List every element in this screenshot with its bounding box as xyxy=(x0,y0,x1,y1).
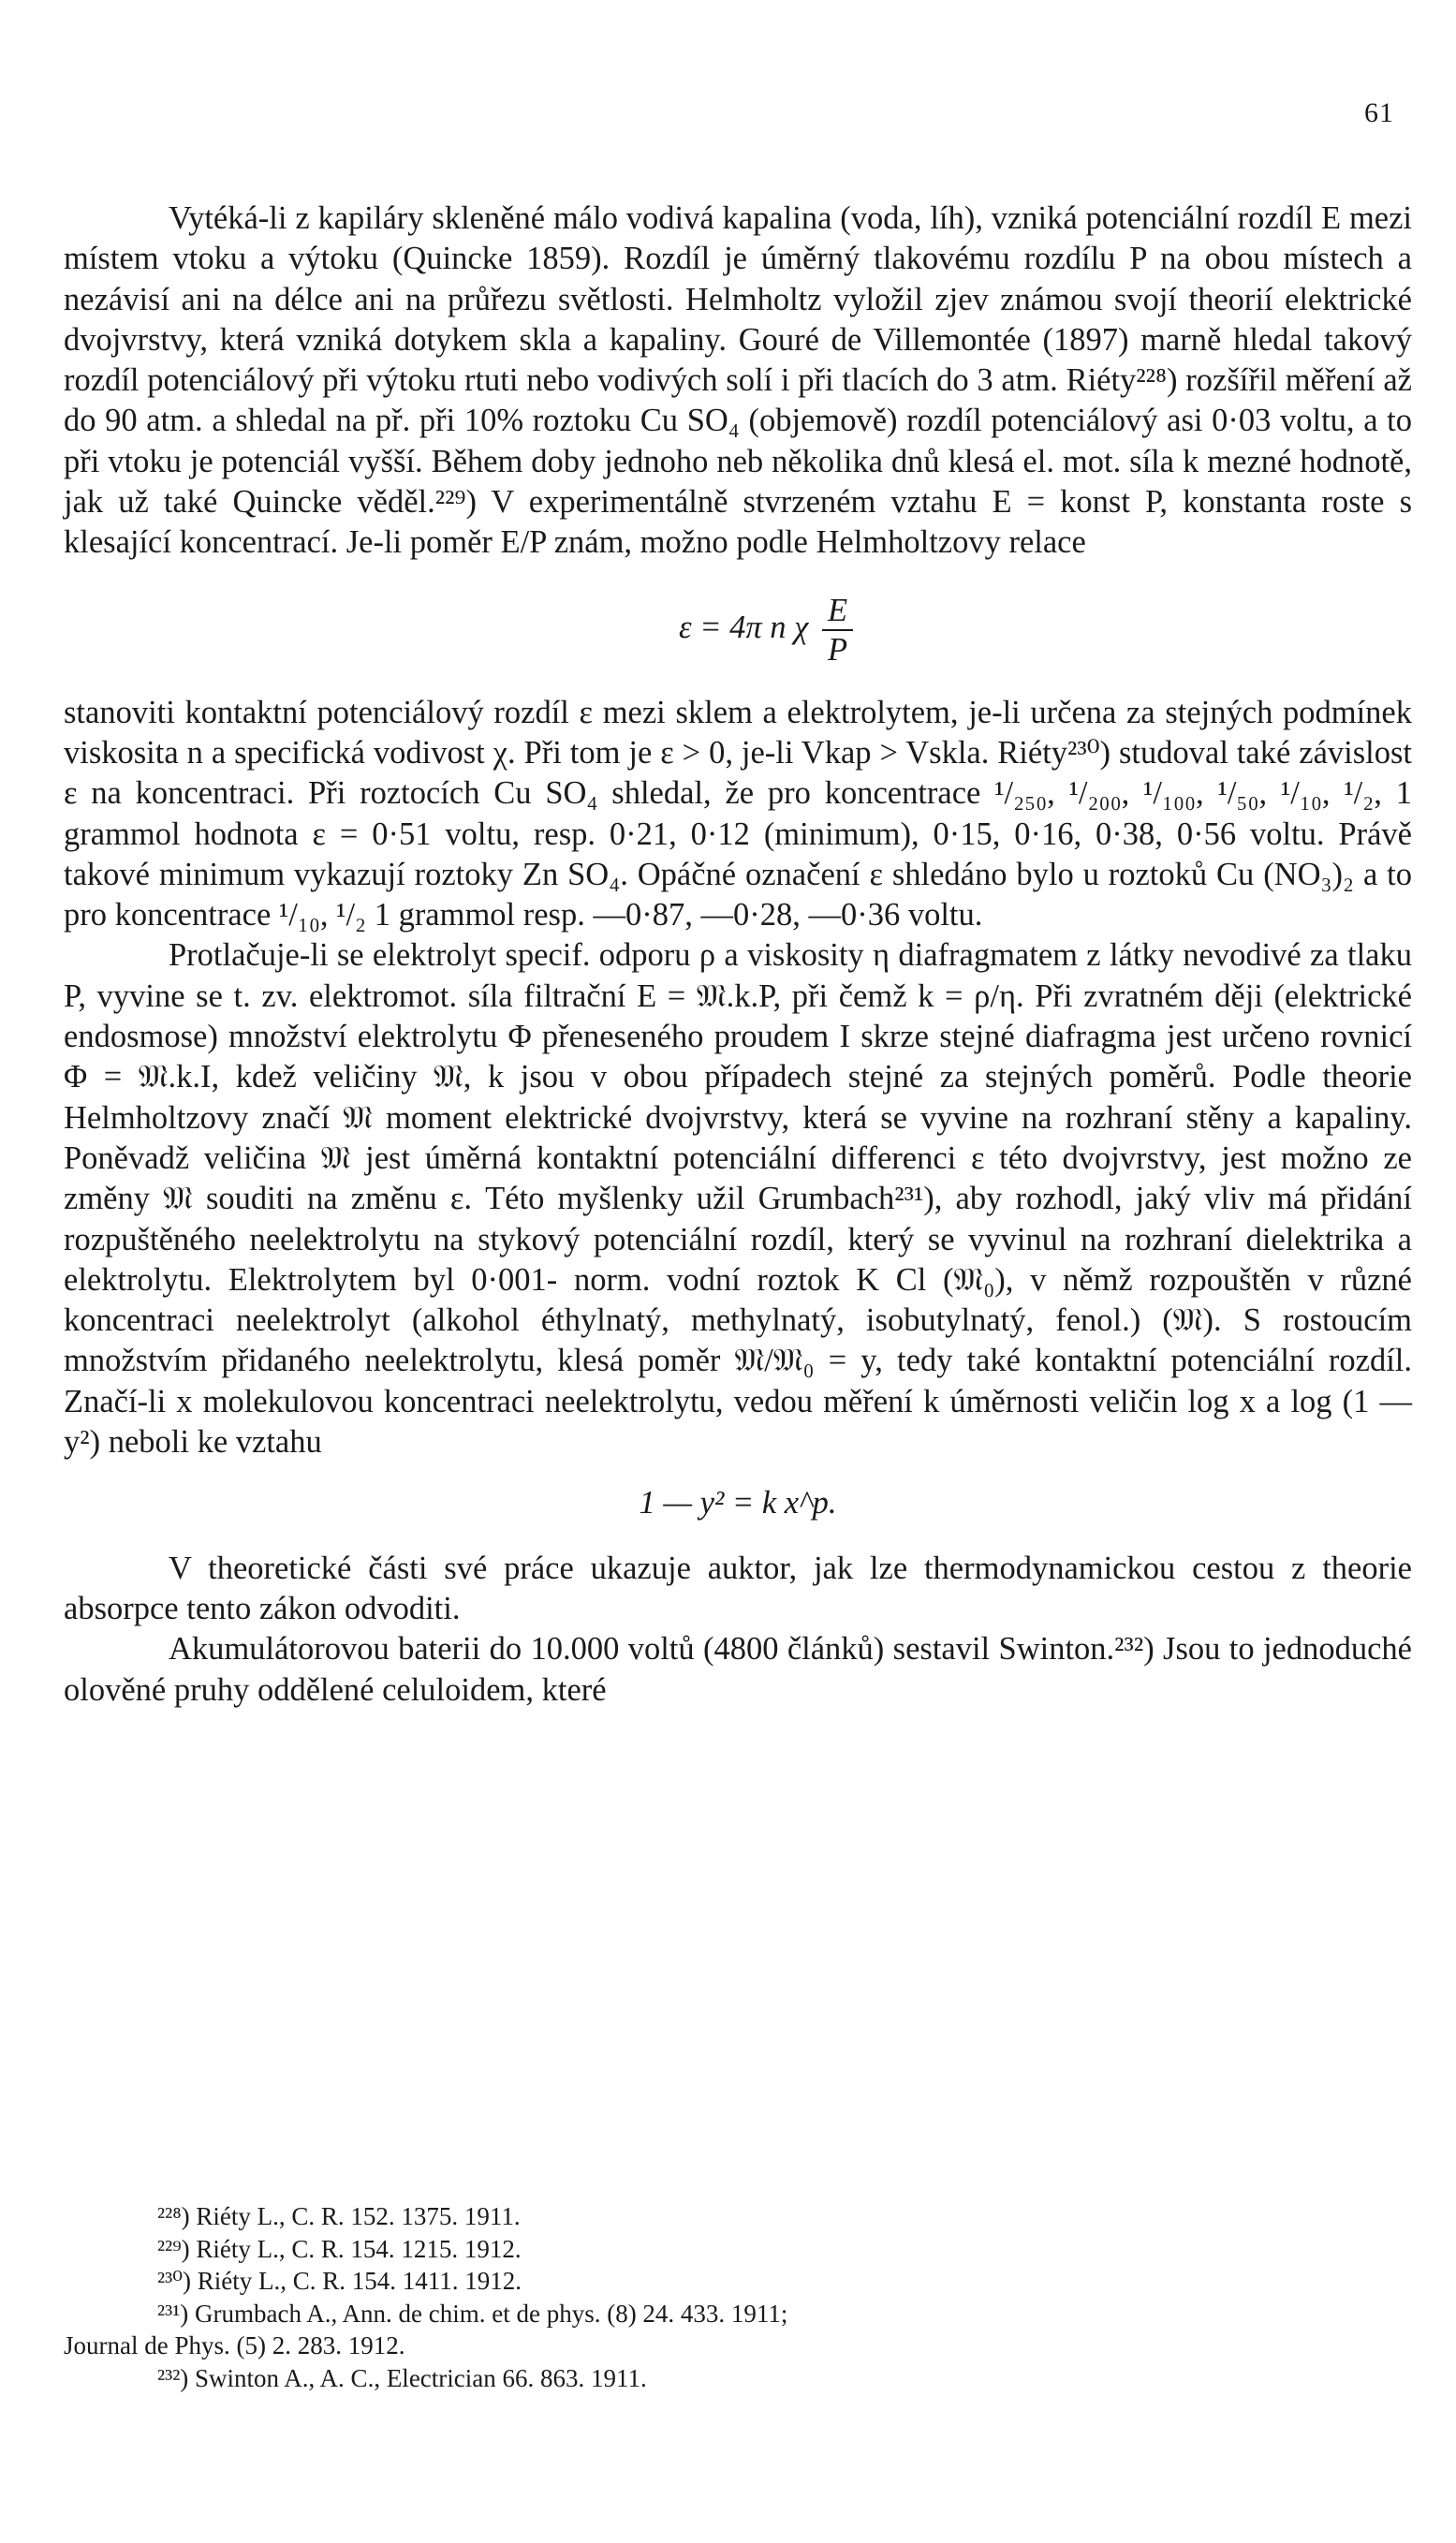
grumbach-formula: 1 — y² = k x^p. xyxy=(639,1485,837,1521)
footnote-232: ²³²) Swinton A., A. C., Electrician 66. 863. 1911. xyxy=(157,2363,647,2392)
paragraph-3: Protlačuje-li se elektrolyt specif. odporu ρ a viskosity η diafragmatem z látky nevodivé za tlaku P, vyvine se t. zv. elektromot. síla filtrační E = 𝔐.k.P, při čemž k = ρ/η. Při zvratném ději (elektrické endosmose) množství elektrolytu Φ přeneseného proudem I skrze stejné diafragma jest určeno rovnicí Φ = 𝔐.k.I, kdež veličiny 𝔐, k jsou v obou případech stejné za stejných poměrů. Podle theorie Helmholtzovy značí 𝔐 moment elektrické dvojvrstvy, která se vyvine na rozhraní stěny a kapaliny. Poněvadž veličina 𝔐 jest úměrná kontaktní potenciální differenci ε této dvojvrstvy, jest možno ze změny 𝔐 souditi na změnu ε. Této myšlenky užil Grumbach²³¹), aby rozhodl, jaký vliv má přidání rozpuštěného neelektrolytu na stykový potenciální rozdíl, který se vyvinul na rozhraní dielektrika a elektrolytu. Elektrolytem byl 0·001- norm. vodní roztok K Cl (𝔐₀), v němž rozpouštěn v různé koncentraci neelektrolyt (alkohol éthylnatý, methylnatý, isobutylnatý, fenol.) (𝔐). S rostoucím množstvím přidaného neelektrolytu, klesá poměr 𝔐/𝔐₀ = y, tedy také kontaktní potenciální rozdíl. Značí-li x molekulovou koncentraci neelektrolytu, vedou měření k úměrnosti veličin log x a log (1 — y²) neboli ke vztahu xyxy=(64,937,1412,1461)
formula-numerator: E xyxy=(822,592,853,631)
paragraph-5: Akumulátorovou baterii do 10.000 voltů (4800 článků) sestavil Swinton.²³²) Jsou to jednoduché olověné pruhy oddělené celuloidem, které xyxy=(64,1631,1412,1708)
formula-lhs: ε = 4π n χ xyxy=(678,609,809,645)
formula-fraction xyxy=(822,592,853,669)
paragraph-1: Vytéká-li z kapiláry skleněné málo vodivá kapalina (voda, líh), vzniká potenciální rozdíl E mezi místem vtoku a výtoku (Quincke 1859). Rozdíl je úměrný tlakovému rozdílu P na obou místech a nezávisí ani na délce ani na průřezu světlosti. Helmholtz vyložil zjev známou svojí theorií elektrické dvojvrstvy, která vzniká dotykem skla a kapaliny. Gouré de Villemontée (1897) marně hledal takový rozdíl potenciálový při výtoku rtuti nebo vodivých solí i při tlacích do 3 atm. Riéty²²⁸) rozšířil měření až do 90 atm. a shledal na př. při 10% roztoku Cu SO₄ (objemově) rozdíl potenciálový asi 0·03 voltu, a to při vtoku je potenciál vyšší. Během doby jednoho neb několika dnů klesá el. mot. síla k mezné hodnotě, jak už také Quincke věděl.²²⁹) V experimentálně stvrzeném vztahu E = konst P, konstanta roste s klesající koncentrací. Je-li poměr E/P znám, možno podle Helmholtzovy relace xyxy=(64,200,1412,561)
paragraph-4: V theoretické části své práce ukazuje auktor, jak lze thermodynamickou cestou z theorie absorpce tento zákon odvoditi. xyxy=(64,1550,1412,1626)
footnotes xyxy=(64,2200,1412,2394)
footnote-231-continued: Journal de Phys. (5) 2. 283. 1912. xyxy=(64,2331,405,2359)
body-text xyxy=(64,198,1412,1711)
footnote-228: ²²⁸) Riéty L., C. R. 152. 1375. 1911. xyxy=(157,2202,521,2230)
formula-denominator: P xyxy=(827,631,848,668)
helmholtz-formula xyxy=(64,564,1412,693)
paragraph-2: stanoviti kontaktní potenciálový rozdíl ε mezi sklem a elektrolytem, je-li určena za stejných podmínek viskosita n a specifická vodivost χ. Při tom je ε > 0, je-li Vkap > Vskla. Riéty²³⁰) studoval také závislost ε na koncentraci. Při roztocích Cu SO₄ shledal, že pro koncentrace ¹/₂₅₀, ¹/₂₀₀, ¹/₁₀₀, ¹/₅₀, ¹/₁₀, ¹/₂, 1 grammol hodnota ε = 0·51 voltu, resp. 0·21, 0·12 (minimum), 0·15, 0·16, 0·38, 0·56 voltu. Právě takové minimum vykazují roztoky Zn SO₄. Opáčné označení ε shledáno bylo u roztoků Cu (NO₃)₂ a to pro koncentrace ¹/₁₀, ¹/₂ 1 grammol resp. —0·87, —0·28, —0·36 voltu. xyxy=(64,694,1412,933)
footnote-231: ²³¹) Grumbach A., Ann. de chim. et de phys. (8) 24. 433. 1911; xyxy=(157,2299,788,2328)
footnote-229: ²²⁹) Riéty L., C. R. 154. 1215. 1912. xyxy=(157,2234,522,2263)
footnote-230: ²³⁰) Riéty L., C. R. 154. 1411. 1912. xyxy=(157,2267,522,2295)
page-number: 61 xyxy=(1364,97,1394,128)
